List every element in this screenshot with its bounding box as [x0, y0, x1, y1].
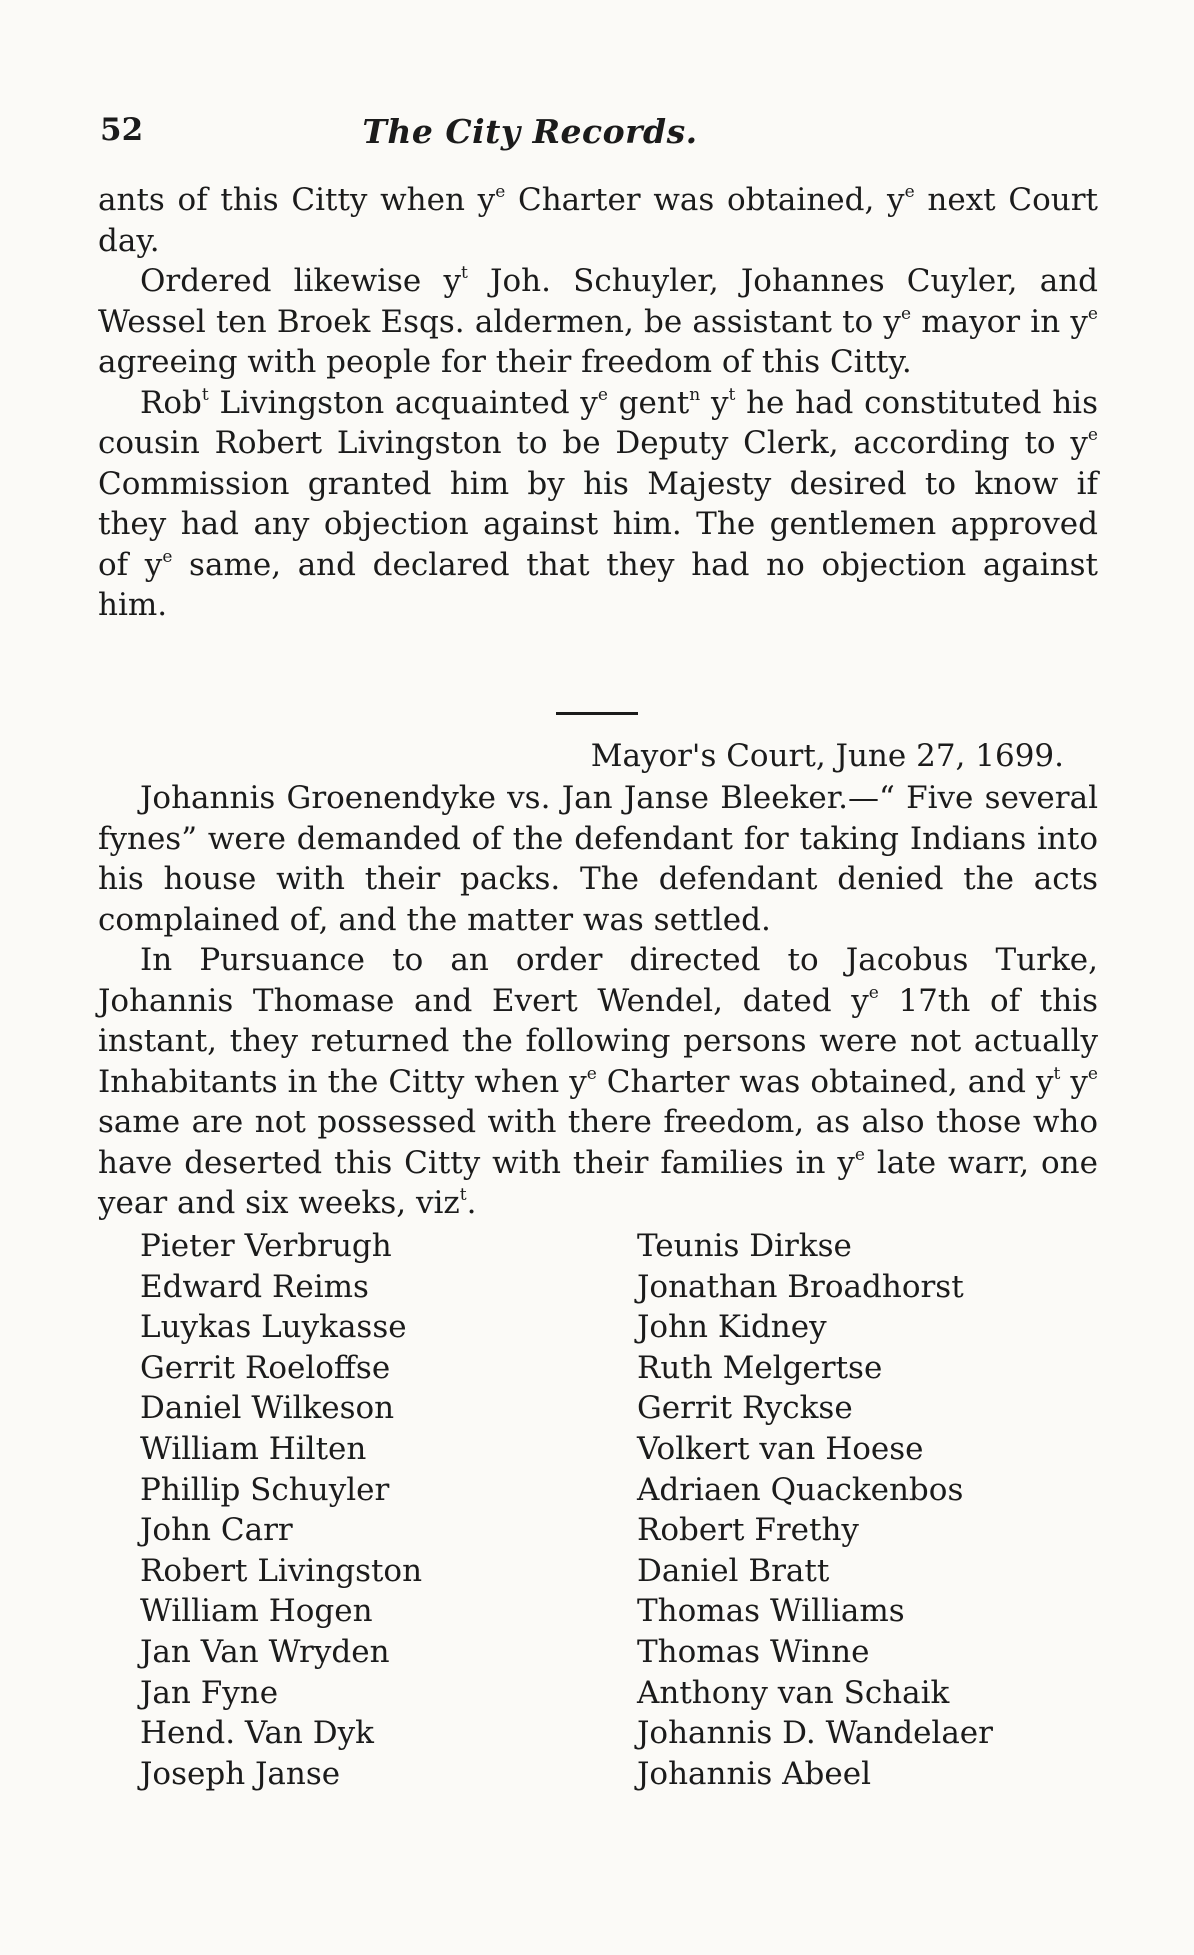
name-entry: John Carr	[140, 1512, 293, 1549]
name-entry: Jonathan Broadhorst	[637, 1268, 964, 1305]
name-entry: Pieter Verbrugh	[140, 1228, 392, 1264]
name-entry: John Kidney	[637, 1309, 827, 1346]
running-title: The City Records.	[362, 112, 698, 151]
name-entry: William Hilten	[140, 1430, 367, 1467]
name-entry: Thomas Williams	[637, 1593, 905, 1630]
name-entry: Daniel Wilkeson	[140, 1390, 395, 1427]
names-list-right	[637, 1226, 993, 1794]
section-divider	[556, 712, 638, 715]
body-text-top	[98, 180, 1098, 626]
name-entry: Gerrit Ryckse	[637, 1390, 853, 1427]
name-entry: Phillip Schuyler	[140, 1471, 390, 1508]
name-entry: Gerrit Roeloffse	[140, 1349, 391, 1386]
paragraph-order-schuyler: Ordered likewise $y^t$ Joh. Schuyler, Johannes Cuyler, and Wessel ten Broek Esqs. aldermen, be assistant to $y^e$ mayor in $y^e$ agreeing with people for their freedom of this Citty.	[98, 263, 1098, 380]
name-entry: Jan Van Wryden	[140, 1633, 390, 1670]
body-text-court	[98, 778, 1098, 1224]
name-entry: Edward Reims	[140, 1268, 369, 1305]
paragraph-groenendyke-case: Johannis Groenendyke vs. Jan Janse Bleeker.—“ Five several fynes” were demanded of the defendant for taking Indians into his house with their packs. The defendant denied the acts complained of, and the matter was settled.	[98, 780, 1098, 938]
name-entry: Joseph Janse	[140, 1755, 341, 1792]
name-entry: Teunis Dirkse	[637, 1228, 852, 1264]
name-entry: William Hogen	[140, 1593, 373, 1630]
name-entry: Volkert van Hoese	[637, 1430, 924, 1467]
name-entry: Johannis D. Wandelaer	[637, 1715, 993, 1752]
name-entry: Robert Frethy	[637, 1512, 859, 1549]
name-entry: Anthony van Schaik	[637, 1674, 950, 1711]
name-entry: Hend. Van Dyk	[140, 1715, 374, 1752]
name-entry: Daniel Bratt	[637, 1552, 830, 1589]
name-entry: Johannis Abeel	[637, 1755, 871, 1792]
paragraph-continuation: ants of this Citty when $y^e$ Charter was obtained, $y^e$ next Court day.	[98, 182, 1098, 259]
name-entry: Ruth Melgertse	[637, 1349, 883, 1386]
name-entry: Adriaen Quackenbos	[637, 1471, 964, 1508]
name-entry: Luykas Luykasse	[140, 1309, 407, 1346]
names-list-left	[140, 1226, 422, 1794]
paragraph-pursuance: In Pursuance to an order directed to Jacobus Turke, Johannis Thomase and Evert Wendel, dated $y^e$ 17th of this instant, they returned the following persons were not actually Inhabitants in the Citty when $y^e$ Charter was obtained, and $y^t$ $y^e$ same are not possessed with there freedom, as also those who have deserted this Citty with their families in $y^e$ late warr, one year and six weeks, viz$^t$.	[98, 942, 1098, 1221]
court-dateline: Mayor's Court, June 27, 1699.	[590, 738, 1064, 774]
paragraph-livingston: Rob$^t$ Livingston acquainted $y^e$ gent$^n$ $y^t$ he had constituted his cousin Robert Livingston to be Deputy Clerk, according to $y^e$ Commission granted him by his Majesty desired to know if they had any objection against him. The gentlemen approved of $y^e$ same, and declared that they had no objection against him.	[98, 384, 1098, 623]
name-entry: Robert Livingston	[140, 1552, 423, 1589]
name-entry: Thomas Winne	[637, 1633, 870, 1670]
page-header	[100, 106, 1095, 156]
page-number: 52	[100, 112, 144, 148]
name-entry: Jan Fyne	[140, 1674, 279, 1711]
